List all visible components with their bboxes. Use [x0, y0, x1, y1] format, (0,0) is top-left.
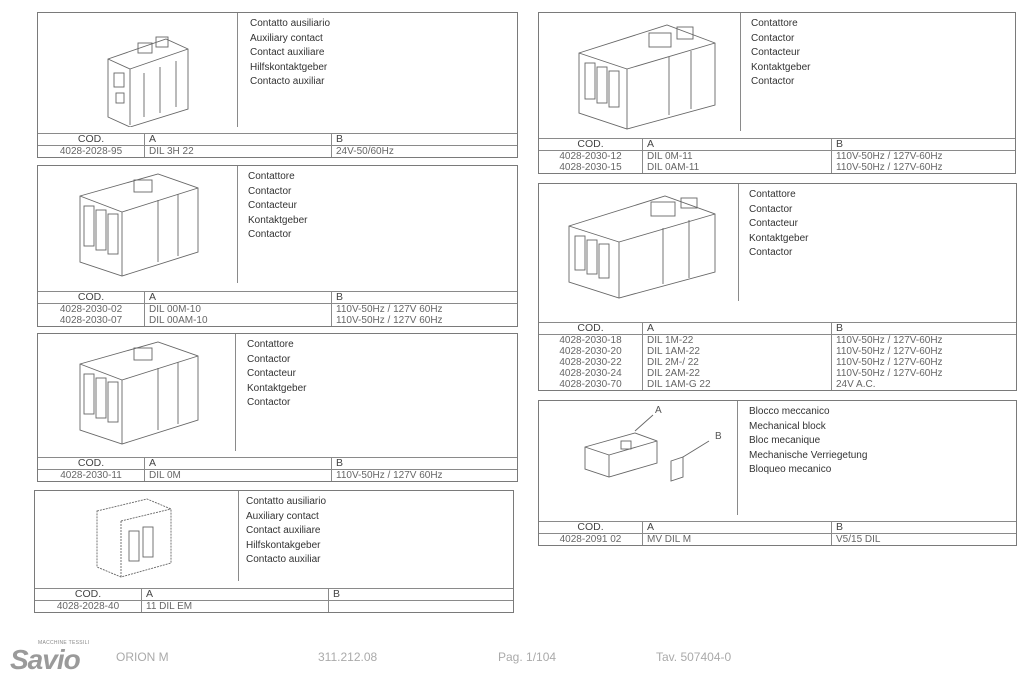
name-fr: Contact auxiliare: [250, 47, 325, 58]
col-a: A: [643, 323, 832, 335]
table-row: [35, 601, 513, 613]
table-row: [539, 346, 1016, 357]
auxiliary-contact-drawing: [38, 13, 238, 127]
cell-b: 110V-50Hz / 127V 60Hz: [336, 315, 443, 326]
name-de: Kontaktgeber: [247, 382, 307, 394]
cell-a: DIL 2M-/ 22: [643, 357, 832, 368]
name-es: Bloqueo mecanico: [749, 464, 832, 475]
cell-b: 110V-50Hz / 127V-60Hz: [836, 368, 943, 379]
cell-a: DIL 3H 22: [145, 146, 332, 158]
name-it: Contattore: [749, 189, 796, 200]
card-contactor-0m-11: [538, 12, 1016, 174]
cell-cod: 4028-2028-95: [38, 146, 145, 158]
col-cod: COD.: [539, 323, 643, 335]
name-fr: Contacteur: [248, 200, 297, 211]
cell-b: 24V A.C.: [836, 379, 876, 390]
name-it: Contattore: [247, 339, 294, 350]
card-contactor-1m-2m: [538, 183, 1017, 391]
col-a: A: [145, 458, 332, 470]
machine-model: ORION M: [116, 650, 169, 664]
cell-a: DIL 1M-22: [643, 335, 832, 347]
cell-b: 110V-50Hz / 127V-60Hz: [836, 346, 943, 357]
col-b: B: [332, 134, 518, 146]
contactor-drawing: [539, 184, 739, 301]
cell-cod: 4028-2091 02: [539, 534, 643, 546]
col-cod: COD.: [38, 292, 145, 304]
col-a: A: [643, 139, 832, 151]
cell-b: 110V-50Hz / 127V-60Hz: [832, 335, 1017, 347]
name-en: Auxiliary contact: [246, 510, 319, 522]
col-cod: COD.: [35, 589, 142, 601]
description-list: [248, 170, 308, 243]
description-list: [751, 17, 811, 90]
name-de: Hilfskontaktgeber: [250, 61, 328, 73]
table-row: [539, 335, 1016, 347]
cell-a: DIL 1AM-22: [643, 346, 832, 357]
page-number: Pag. 1/104: [498, 650, 557, 664]
name-en: Auxiliary contact: [250, 32, 323, 44]
product-image: [38, 334, 236, 451]
description-list: [246, 495, 326, 568]
parts-table: [38, 291, 517, 326]
table-row: [539, 151, 1015, 163]
description-list: [749, 188, 809, 261]
contactor-drawing: [539, 13, 741, 131]
cell-cod: 4028-2030-02: [38, 304, 145, 316]
name-de: Kontaktgeber: [248, 214, 308, 226]
cell-b: V5/15 DIL: [832, 534, 1017, 546]
cell-cod: 4028-2030-70: [539, 379, 643, 390]
product-image: [38, 13, 238, 127]
name-en: Contactor: [247, 353, 291, 365]
col-b: B: [332, 292, 518, 304]
name-fr: Contacteur: [749, 218, 798, 229]
cell-a: DIL 0AM-11: [643, 162, 832, 173]
contactor-drawing: [38, 166, 238, 283]
cell-a: 11 DIL EM: [142, 601, 329, 613]
col-a: A: [142, 589, 329, 601]
cell-b: [329, 601, 514, 613]
logo-subtitle: MACCHINE TESSILI: [38, 640, 90, 646]
col-b: B: [329, 589, 514, 601]
name-fr: Contacteur: [247, 368, 296, 379]
cell-cod: 4028-2030-18: [539, 335, 643, 347]
card-contactor-0m: [37, 333, 518, 482]
name-en: Contactor: [751, 32, 795, 44]
col-cod: COD.: [539, 139, 643, 151]
name-fr: Contacteur: [751, 47, 800, 58]
contactor-drawing: [38, 334, 236, 451]
table-row: [38, 315, 517, 326]
col-a: A: [145, 134, 332, 146]
card-contactor-00m: [37, 165, 518, 327]
parts-table: [539, 521, 1016, 545]
name-es: Contacto auxiliar: [250, 76, 325, 87]
col-a: A: [643, 522, 832, 534]
name-fr: Contact auxiliare: [246, 525, 321, 536]
cell-b: 110V-50Hz / 127V 60Hz: [332, 470, 518, 482]
col-b: B: [832, 522, 1017, 534]
name-de: Hilfskontakgeber: [246, 539, 321, 551]
product-image: [38, 166, 238, 283]
table-row: [38, 146, 517, 158]
auxiliary-contact-drawing: [35, 491, 239, 581]
col-cod: COD.: [38, 134, 145, 146]
cell-cod: 4028-2030-24: [539, 368, 643, 379]
logo-wordmark: Savio: [10, 644, 80, 675]
description-list: [247, 338, 307, 411]
cell-a: MV DIL M: [643, 534, 832, 546]
parts-table: [539, 322, 1016, 390]
product-image: [35, 491, 239, 581]
cell-cod: 4028-2030-12: [539, 151, 643, 163]
name-fr: Bloc mecanique: [749, 435, 821, 446]
cell-b: 110V-50Hz / 127V-60Hz: [836, 357, 943, 368]
name-it: Contattore: [248, 171, 295, 182]
name-de: Mechanische Verriegetung: [749, 449, 868, 461]
cell-a: DIL 0M: [145, 470, 332, 482]
table-row: [38, 304, 517, 316]
name-es: Contactor: [248, 229, 292, 240]
parts-table: [38, 133, 517, 157]
description-list: [250, 17, 330, 90]
name-it: Blocco meccanico: [749, 406, 830, 417]
name-en: Contactor: [248, 185, 292, 197]
name-de: Kontaktgeber: [751, 61, 811, 73]
table-row: [539, 357, 1016, 368]
product-image: [539, 401, 738, 515]
cell-b: 24V-50/60Hz: [332, 146, 518, 158]
cell-b: 110V-50Hz / 127V-60Hz: [832, 151, 1016, 163]
description-list: [749, 405, 867, 478]
card-auxiliary-contact-em: [34, 490, 514, 613]
cell-a: DIL 2AM-22: [643, 368, 832, 379]
name-it: Contattore: [751, 18, 798, 29]
card-mechanical-block: [538, 400, 1017, 546]
cell-cod: 4028-2028-40: [35, 601, 142, 613]
parts-table: [38, 457, 517, 481]
cell-a: DIL 00AM-10: [145, 315, 332, 326]
label-b: B: [715, 431, 722, 442]
cell-cod: 4028-2030-07: [38, 315, 145, 326]
col-b: B: [332, 458, 518, 470]
name-es: Contacto auxiliar: [246, 554, 321, 565]
table-row: [38, 470, 517, 482]
col-cod: COD.: [539, 522, 643, 534]
table-row: [539, 162, 1015, 173]
cell-cod: 4028-2030-11: [38, 470, 145, 482]
name-es: Contactor: [247, 397, 291, 408]
cell-b: 110V-50Hz / 127V 60Hz: [332, 304, 518, 316]
name-es: Contactor: [751, 76, 795, 87]
cell-cod: 4028-2030-20: [539, 346, 643, 357]
col-a: A: [145, 292, 332, 304]
name-de: Kontaktgeber: [749, 232, 809, 244]
col-cod: COD.: [38, 458, 145, 470]
name-it: Contatto ausiliario: [250, 18, 331, 29]
table-row: [539, 368, 1016, 379]
col-b: B: [832, 323, 1017, 335]
card-auxiliary-contact-3h: [37, 12, 518, 158]
cell-b: 110V-50Hz / 127V-60Hz: [836, 162, 943, 173]
parts-table: [539, 138, 1015, 173]
name-it: Contatto ausiliario: [246, 496, 327, 507]
col-b: B: [832, 139, 1016, 151]
table-row: [539, 379, 1016, 390]
cell-a: DIL 1AM-G 22: [643, 379, 832, 390]
label-a: A: [655, 405, 662, 416]
document-number: 311.212.08: [318, 650, 378, 664]
name-en: Contactor: [749, 203, 793, 215]
parts-table: [35, 588, 513, 612]
name-en: Mechanical block: [749, 420, 826, 432]
cell-a: DIL 00M-10: [145, 304, 332, 316]
product-image: [539, 13, 741, 131]
table-row: [539, 534, 1016, 546]
cell-cod: 4028-2030-15: [539, 162, 643, 173]
table-number: Tav. 507404-0: [656, 650, 732, 664]
cell-a: DIL 0M-11: [643, 151, 832, 163]
name-es: Contactor: [749, 247, 793, 258]
cell-cod: 4028-2030-22: [539, 357, 643, 368]
mechanical-block-drawing: [539, 401, 738, 515]
page-footer: [0, 640, 1024, 680]
product-image: [539, 184, 739, 301]
